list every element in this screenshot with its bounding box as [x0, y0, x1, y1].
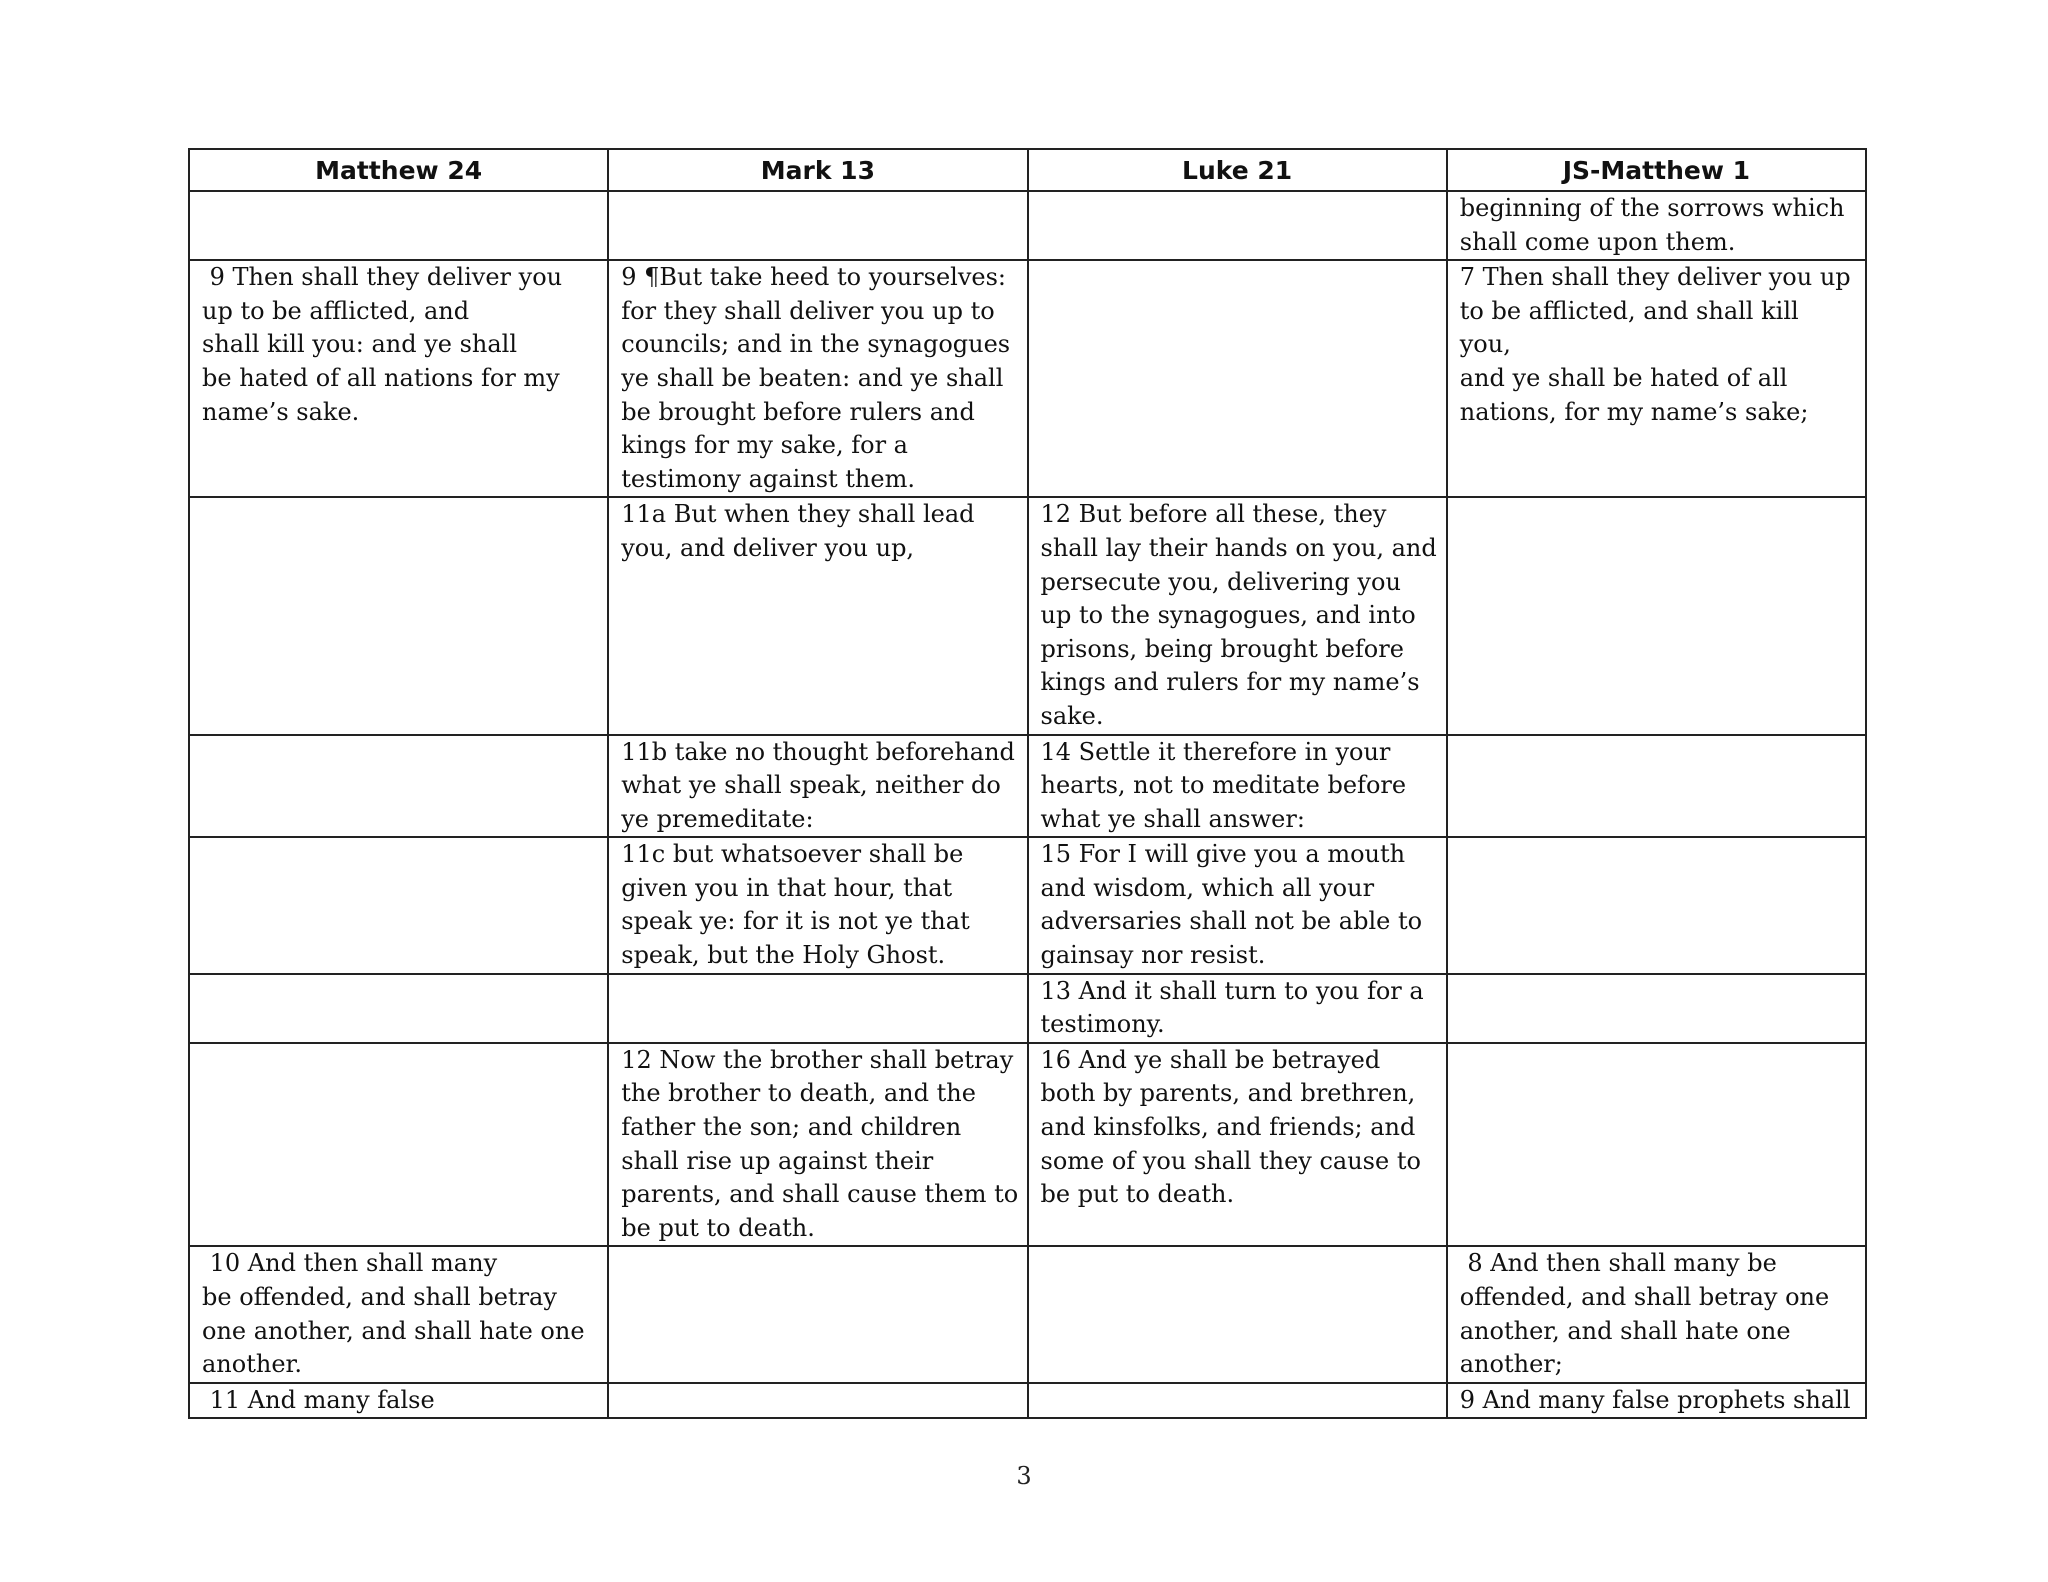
cell-matthew-24 — [189, 1383, 608, 1419]
verse-text: 9 And many false prophets shall — [1459, 1385, 1851, 1414]
cell-js-matthew-1 — [1447, 260, 1866, 497]
verse-text: 8 And then shall many be offended, and shall betray one another, and shall hate one another; — [1459, 1249, 1830, 1379]
table-row — [189, 497, 1866, 734]
cell-js-matthew-1 — [1447, 191, 1866, 260]
table-row — [189, 1383, 1866, 1419]
verse-text: 15 For I will give you a mouth and wisdom, which all your adversaries shall not be able to gainsay nor resist. — [1040, 840, 1423, 970]
cell-luke-21 — [1028, 191, 1447, 260]
header-matthew-24: Matthew 24 — [189, 149, 608, 191]
cell-mark-13 — [608, 1383, 1027, 1419]
cell-mark-13 — [608, 260, 1027, 497]
cell-luke-21 — [1028, 974, 1447, 1043]
cell-js-matthew-1 — [1447, 1043, 1866, 1247]
table-row — [189, 1246, 1866, 1382]
table-row — [189, 191, 1866, 260]
cell-matthew-24 — [189, 837, 608, 973]
table-row — [189, 260, 1866, 497]
cell-matthew-24 — [189, 974, 608, 1043]
cell-matthew-24 — [189, 735, 608, 838]
verse-text: 7 Then shall they deliver you up to be afflicted, and shall kill you, and ye shall be hated of all nations, for my name’s sake; — [1459, 263, 1851, 426]
verse-text: 9 ¶But take heed to yourselves: for they shall deliver you up to councils; and in the synagogues ye shall be beaten: and ye shall be brought before rulers and kings for my sake, for a testimony against them. — [621, 263, 1011, 493]
cell-mark-13 — [608, 837, 1027, 973]
verse-text: beginning of the sorrows which shall come upon them. — [1459, 194, 1845, 256]
table-header-row — [189, 149, 1866, 191]
cell-luke-21 — [1028, 1383, 1447, 1419]
cell-js-matthew-1 — [1447, 497, 1866, 734]
table-row — [189, 837, 1866, 973]
cell-js-matthew-1 — [1447, 837, 1866, 973]
verse-text: 14 Settle it therefore in your hearts, not to meditate before what ye shall answer: — [1040, 737, 1407, 833]
cell-luke-21 — [1028, 837, 1447, 973]
table-row — [189, 735, 1866, 838]
cell-luke-21 — [1028, 1043, 1447, 1247]
verse-text: 16 And ye shall be betrayed both by parents, and brethren, and kinsfolks, and friends; and some of you shall they cause to be put to death. — [1040, 1045, 1421, 1209]
verse-text: 11 And many false — [202, 1385, 435, 1414]
table-row — [189, 1043, 1866, 1247]
header-js-matthew-1: JS-Matthew 1 — [1447, 149, 1866, 191]
verse-text: 13 And it shall turn to you for a testimony. — [1040, 976, 1424, 1039]
cell-mark-13 — [608, 974, 1027, 1043]
cell-mark-13 — [608, 735, 1027, 838]
cell-matthew-24 — [189, 1043, 608, 1247]
cell-luke-21 — [1028, 735, 1447, 838]
page-number: 3 — [1016, 1462, 1032, 1490]
verse-text: 11c but whatsoever shall be given you in that hour, that speak ye: for it is not ye that speak, but the Holy Ghost. — [621, 840, 970, 970]
header-mark-13: Mark 13 — [608, 149, 1027, 191]
cell-mark-13 — [608, 1043, 1027, 1247]
cell-mark-13 — [608, 497, 1027, 734]
cell-matthew-24 — [189, 497, 608, 734]
cell-luke-21 — [1028, 1246, 1447, 1382]
cell-matthew-24 — [189, 191, 608, 260]
verse-text: 11b take no thought beforehand what ye shall speak, neither do ye premeditate: — [621, 737, 1015, 833]
cell-matthew-24 — [189, 260, 608, 497]
verse-text: 11a But when they shall lead you, and deliver you up, — [621, 500, 975, 562]
cell-matthew-24 — [189, 1246, 608, 1382]
gospel-harmony-table — [188, 148, 1867, 1419]
cell-js-matthew-1 — [1447, 1246, 1866, 1382]
header-luke-21: Luke 21 — [1028, 149, 1447, 191]
table-row — [189, 974, 1866, 1043]
verse-text: 10 And then shall many be offended, and shall betray one another, and shall hate one another. — [202, 1249, 585, 1379]
cell-luke-21 — [1028, 260, 1447, 497]
cell-mark-13 — [608, 191, 1027, 260]
cell-luke-21 — [1028, 497, 1447, 734]
verse-text: 12 Now the brother shall betray the brother to death, and the father the son; and children shall rise up against their parents, and shall cause them to be put to death. — [621, 1045, 1019, 1242]
cell-mark-13 — [608, 1246, 1027, 1382]
cell-js-matthew-1 — [1447, 974, 1866, 1043]
verse-text: 12 But before all these, they shall lay their hands on you, and persecute you, delivering you up to the synagogues, and into prisons, being brought before kings and rulers for my name’s sake. — [1040, 500, 1437, 730]
cell-js-matthew-1 — [1447, 735, 1866, 838]
cell-js-matthew-1 — [1447, 1383, 1866, 1419]
verse-text: 9 Then shall they deliver you up to be afflicted, and shall kill you: and ye shall be hated of all nations for my name’s sake. — [202, 263, 563, 426]
